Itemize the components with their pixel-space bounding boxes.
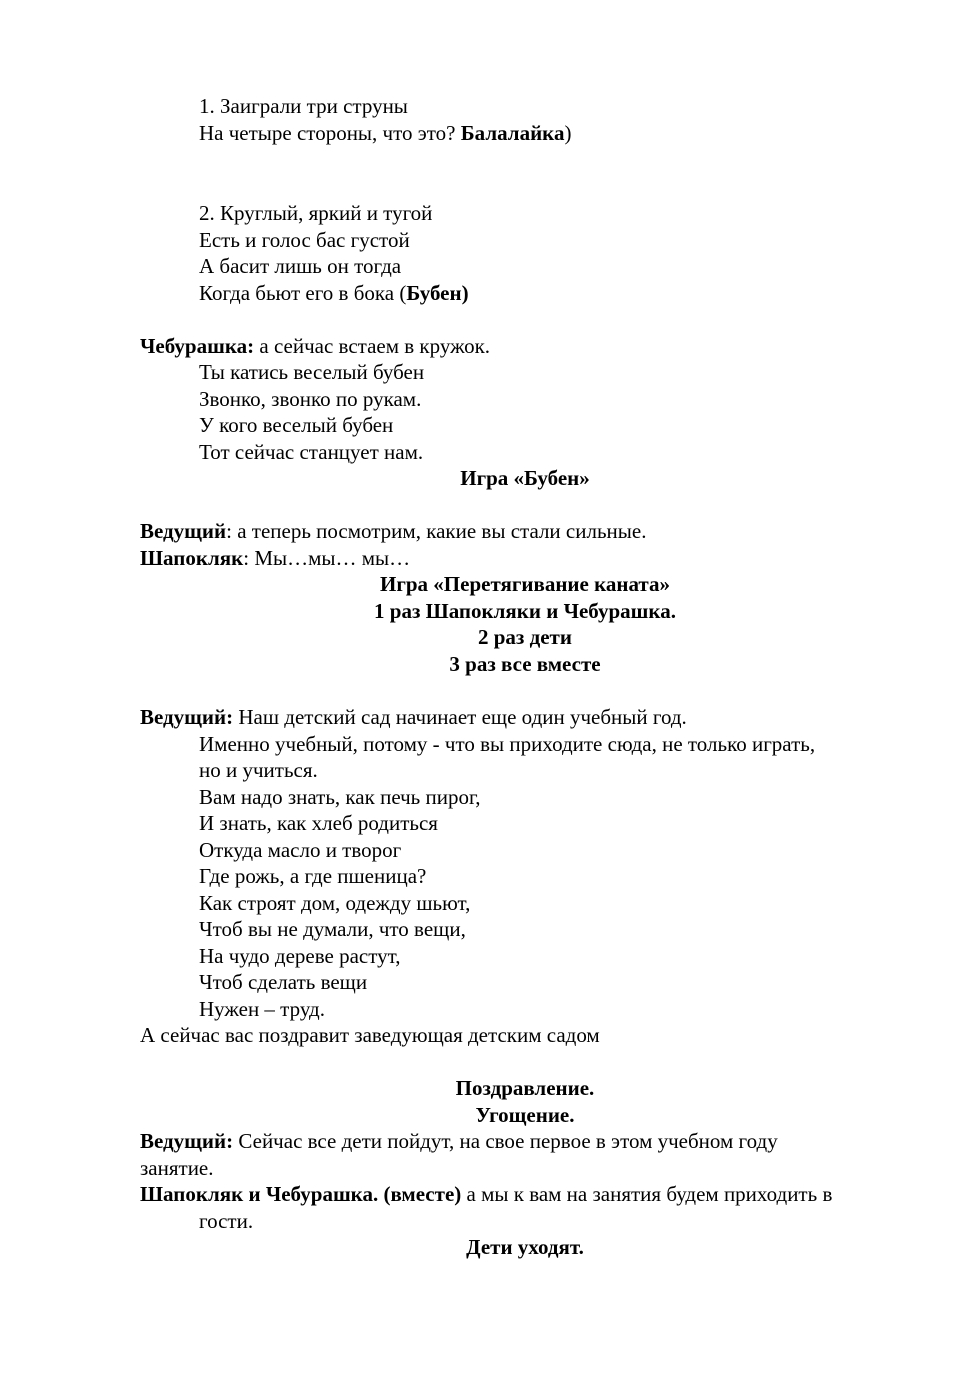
riddle-1-answer: Балалайка xyxy=(460,121,565,145)
host-final-line xyxy=(140,1128,778,1154)
host-final-text: Сейчас все дети пойдут, на свое первое в этом учебном году xyxy=(233,1129,778,1153)
tug-of-war-round-1: 1 раз Шапокляки и Чебурашка. xyxy=(374,599,676,623)
speaker-host-2: Ведущий: xyxy=(140,705,234,729)
game-tambourine-heading: Игра «Бубен» xyxy=(460,466,590,490)
tambourine-verse-line-4: Тот сейчас станцует нам. xyxy=(199,440,424,464)
duo-line xyxy=(140,1181,832,1207)
host-strength-line xyxy=(140,518,646,544)
host-school-line xyxy=(140,704,687,730)
school-verse-line-2: но и учиться. xyxy=(199,758,318,782)
school-verse-line-7: Как строят дом, одежду шьют, xyxy=(199,891,471,915)
host-strength-text: : а теперь посмотрим, какие вы стали сильные. xyxy=(226,519,647,543)
host-school-text: Наш детский сад начинает еще один учебный год. xyxy=(233,705,687,729)
speaker-host: Ведущий xyxy=(140,519,227,543)
cheburashka-text: а сейчас встаем в кружок. xyxy=(254,334,491,358)
cheburashka-line xyxy=(140,333,490,359)
riddle-1-text-2: На четыре стороны, что это? xyxy=(199,121,456,145)
school-verse-line-4: И знать, как хлеб родиться xyxy=(199,811,438,835)
speaker-shapoklyak: Шапокляк xyxy=(140,546,244,570)
speaker-duo: Шапокляк и Чебурашка. (вместе) xyxy=(140,1182,462,1206)
congratulation-heading: Поздравление. xyxy=(455,1076,595,1100)
riddle-1-text-1: Заиграли три струны xyxy=(220,94,408,118)
school-verse-line-10: Чтоб сделать вещи xyxy=(199,970,368,994)
riddle-1-line-1 xyxy=(199,93,408,119)
tambourine-verse-line-3: У кого веселый бубен xyxy=(199,413,394,437)
riddle-2-text-1: Круглый, яркий и тугой xyxy=(220,201,433,225)
tug-of-war-round-2: 2 раз дети xyxy=(478,625,572,649)
host-final-cont: занятие. xyxy=(140,1156,214,1180)
school-verse-line-8: Чтоб вы не думали, что вещи, xyxy=(199,917,466,941)
riddle-2-answer: Бубен) xyxy=(406,281,469,305)
tambourine-verse-line-1: Ты катись веселый бубен xyxy=(199,360,425,384)
shapoklyak-text: : Мы…мы… мы… xyxy=(243,546,411,570)
speaker-cheburashka: Чебурашка: xyxy=(140,334,255,358)
closing-line: А сейчас вас поздравит заведующая детским садом xyxy=(140,1023,600,1047)
riddle-2-line-1 xyxy=(199,200,432,226)
speaker-host-3: Ведущий: xyxy=(140,1129,234,1153)
children-leave-heading: Дети уходят. xyxy=(466,1235,584,1259)
school-verse-line-9: На чудо дереве растут, xyxy=(199,944,401,968)
school-verse-line-6: Где рожь, а где пшеница? xyxy=(199,864,427,888)
riddle-1-answer-suffix: ) xyxy=(564,121,572,145)
treat-heading: Угощение. xyxy=(475,1103,575,1127)
riddle-2-line-3: А басит лишь он тогда xyxy=(199,254,402,278)
school-verse-line-1: Именно учебный, потому - что вы приходите сюда, не только играть, xyxy=(199,732,816,756)
riddle-2-line-4 xyxy=(199,280,469,306)
riddle-2-number: 2. xyxy=(199,201,215,225)
duo-cont: гости. xyxy=(199,1209,254,1233)
riddle-2-line-2: Есть и голос бас густой xyxy=(199,228,410,252)
tambourine-verse-line-2: Звонко, звонко по рукам. xyxy=(199,387,422,411)
tug-of-war-round-3: 3 раз все вместе xyxy=(449,652,601,676)
school-verse-line-5: Откуда масло и творог xyxy=(199,838,402,862)
duo-text: а мы к вам на занятия будем приходить в xyxy=(461,1182,833,1206)
riddle-2-text-4: Когда бьют его в бока ( xyxy=(199,281,407,305)
riddle-1-line-2 xyxy=(199,120,571,146)
shapoklyak-line xyxy=(140,545,410,571)
tug-of-war-heading: Игра «Перетягивание каната» xyxy=(379,572,670,596)
school-verse-line-11: Нужен – труд. xyxy=(199,997,325,1021)
riddle-1-number: 1. xyxy=(199,94,215,118)
school-verse-line-3: Вам надо знать, как печь пирог, xyxy=(199,785,481,809)
